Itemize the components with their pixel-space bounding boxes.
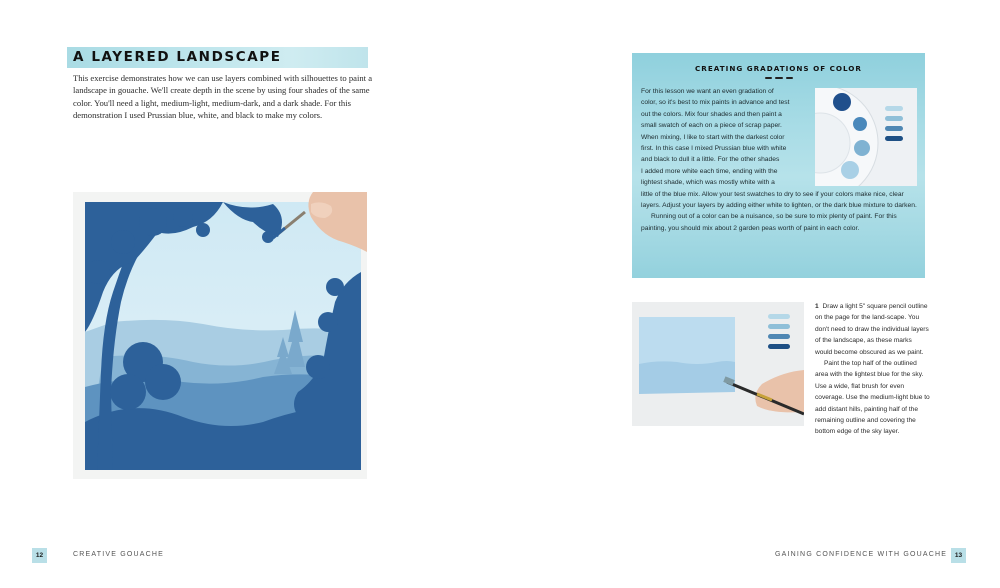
sidebar-box: [632, 53, 925, 278]
sidebar-paragraph-2: Running out of a color can be a nuisance, so be sure to mix plenty of paint. For this painting, you should mix about 2 garden peas worth of paint in each color.: [641, 213, 897, 232]
running-head: GAINING CONFIDENCE WITH GOUACHE: [775, 551, 948, 558]
step-1-illustration: [632, 302, 804, 426]
step-1-text: [815, 301, 930, 438]
sidebar-title: CREATING GRADATIONS OF COLOR: [695, 64, 862, 73]
page-number-badge: [951, 548, 966, 563]
page-number: 12: [35, 552, 44, 559]
landscape-painting-illustration: [73, 192, 367, 479]
sidebar-paragraph-1: For this lesson we want an even gradation of color, so it's best to mix paints in advance and test out the colors. Mix four shades and then paint a small swatch of each on a piece of scrap paper. When mixing, I like to start with the darkest color first. In this case I mixed Prussian blue with white and black to dull it a little. For the other shades I added more white each time, ending with the lightest shade, which was mostly white with a little of the blue mix. Allow your test swatches to dry to see if your colors make nice, clear layers. Adjust your layers by adding either white to lighten, or the dark blue mixture to darken.: [641, 88, 917, 210]
page-title: A LAYERED LANDSCAPE: [73, 49, 282, 65]
page-number: 13: [954, 552, 963, 559]
running-head: CREATIVE GOUACHE: [73, 551, 165, 558]
step-number: 1: [815, 303, 819, 310]
step-1-paragraph-2: Paint the top half of the outlined area with the lightest blue for the sky. Use a wide, flat brush for even coverage. Use the medium-light blue to add distant hills, painting half of the remaining outline and covering the bottom edge of the sky layer.: [815, 360, 930, 436]
step-1-paragraph-1: Draw a light 5" square pencil outline on the page for the land-scape. You don't need to draw the individual layers of the landscape, as these marks would become obscured as we paint.: [815, 303, 929, 356]
finished-painting-photo: [73, 192, 367, 479]
intro-paragraph: This exercise demonstrates how we can use layers combined with silhouettes to paint a landscape in gouache. We'll create depth in the scene by using four shades of the same color. You'll need a light, medium-light, medium-dark, and a dark shade. For this demonstration I used Prussian blue, white, and black to make my colors.: [73, 73, 373, 121]
page-number-badge: [32, 548, 47, 563]
sidebar-body: [641, 86, 923, 234]
step-1-photo: [632, 302, 804, 426]
ornament-divider: [765, 77, 793, 80]
right-page: [500, 0, 1000, 588]
section-heading-bar: [67, 47, 368, 68]
